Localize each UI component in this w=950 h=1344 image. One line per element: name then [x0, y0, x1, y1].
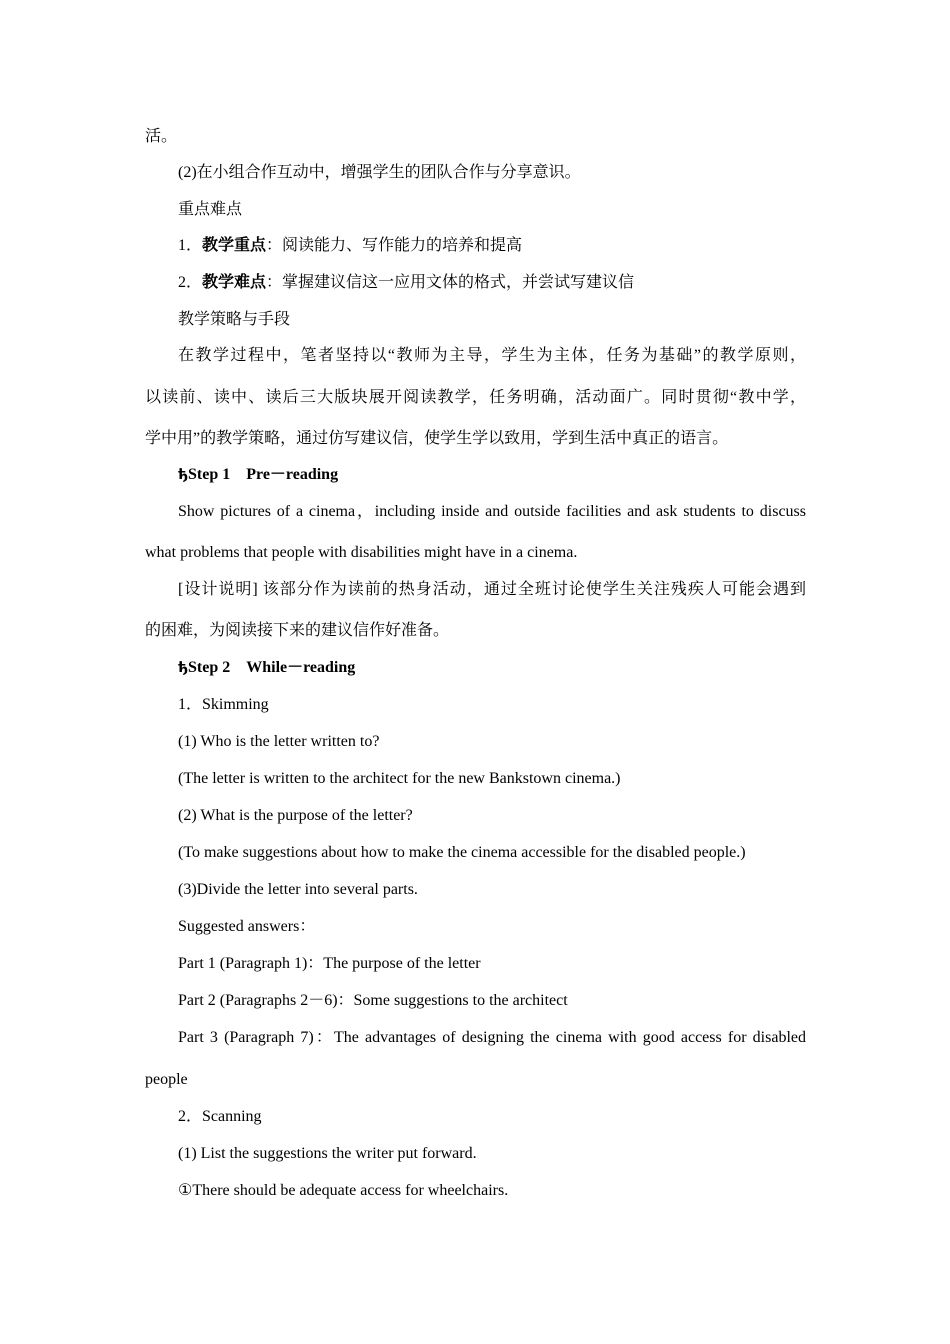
text-line-continuation: 活。 [145, 128, 178, 145]
text-line-teaching-focus [178, 236, 522, 256]
text-line-question-2: (2) What is the purpose of the letter? [178, 807, 413, 824]
step-1-heading [178, 465, 338, 485]
text-line-question-1: (1) Who is the letter written to? [178, 733, 380, 750]
text-line-suggested-answers: Suggested answers： [178, 918, 316, 935]
text-line-part-3-cont: people [145, 1071, 188, 1088]
text-line-teaching-difficulty [178, 273, 634, 293]
section-heading-strategy: 教学策略与手段 [178, 311, 291, 328]
strategy-text-2: 以读前、读中、读后三大版块展开阅读教学，任务明确，活动面广。同时贯彻“教中学， [145, 389, 806, 406]
text-line-part-3 [178, 1028, 806, 1048]
text-line-suggestion-1: ①There should be adequate access for wheelchairs. [178, 1182, 509, 1199]
teaching-difficulty-text: ：掌握建议信这一应用文体的格式，并尝试写建议信 [266, 274, 635, 291]
design-note-text-1: [设计说明] 该部分作为读前的热身活动，通过全班讨论使学生关注残疾人可能会遇到 [178, 581, 806, 598]
text-line-scanning: 2．Scanning [178, 1108, 262, 1125]
text-line-scanning-question: (1) List the suggestions the writer put forward. [178, 1145, 477, 1162]
step1-text-1: Show pictures of a cinema，including inside and outside facilities and ask students to discuss [178, 503, 806, 520]
text-line-part-2: Part 2 (Paragraphs 2－6)：Some suggestions to the architect [178, 992, 568, 1009]
text-line-step1-1 [178, 502, 806, 522]
text-line-objective-2: (2)在小组合作互动中，增强学生的团队合作与分享意识。 [178, 164, 581, 181]
text-line-skimming: 1．Skimming [178, 696, 269, 713]
text-line-part-1: Part 1 (Paragraph 1)：The purpose of the letter [178, 955, 481, 972]
list-number: 1． [178, 237, 203, 254]
strategy-text-1: 在教学过程中，笔者坚持以“教师为主导，学生为主体，任务为基础”的教学原则， [178, 347, 806, 364]
text-line-design-note-2: 的困难，为阅读接下来的建议信作好准备。 [145, 622, 450, 639]
text-line-question-3: (3)Divide the letter into several parts. [178, 881, 418, 898]
section-heading-key-points: 重点难点 [178, 201, 243, 218]
teaching-focus-text: ：阅读能力、写作能力的培养和提高 [266, 237, 523, 254]
text-line-design-note-1 [178, 580, 806, 600]
teaching-difficulty-label: 教学难点 [202, 274, 267, 291]
step-1-title: Step 1 Pre－reading [188, 466, 339, 483]
text-line-strategy-1 [178, 346, 806, 366]
text-line-strategy-3: 学中用”的教学策略，通过仿写建议信，使学生学以致用，学到生活中真正的语言。 [145, 430, 729, 447]
step-marker-icon: ђ [178, 467, 188, 483]
part-3-text: Part 3 (Paragraph 7)：The advantages of designing the cinema with good access for disabled [178, 1029, 807, 1046]
text-line-answer-2: (To make suggestions about how to make the cinema accessible for the disabled people.) [178, 844, 746, 861]
text-line-answer-1: (The letter is written to the architect for the new Bankstown cinema.) [178, 770, 621, 787]
step-marker-icon: ђ [178, 660, 188, 676]
text-line-step1-2: what problems that people with disabilities might have in a cinema. [145, 544, 578, 561]
step-2-title: Step 2 While－reading [188, 659, 356, 676]
text-line-strategy-2 [145, 388, 806, 408]
step-2-heading [178, 658, 355, 678]
teaching-focus-label: 教学重点 [202, 237, 267, 254]
list-number: 2． [178, 274, 203, 291]
